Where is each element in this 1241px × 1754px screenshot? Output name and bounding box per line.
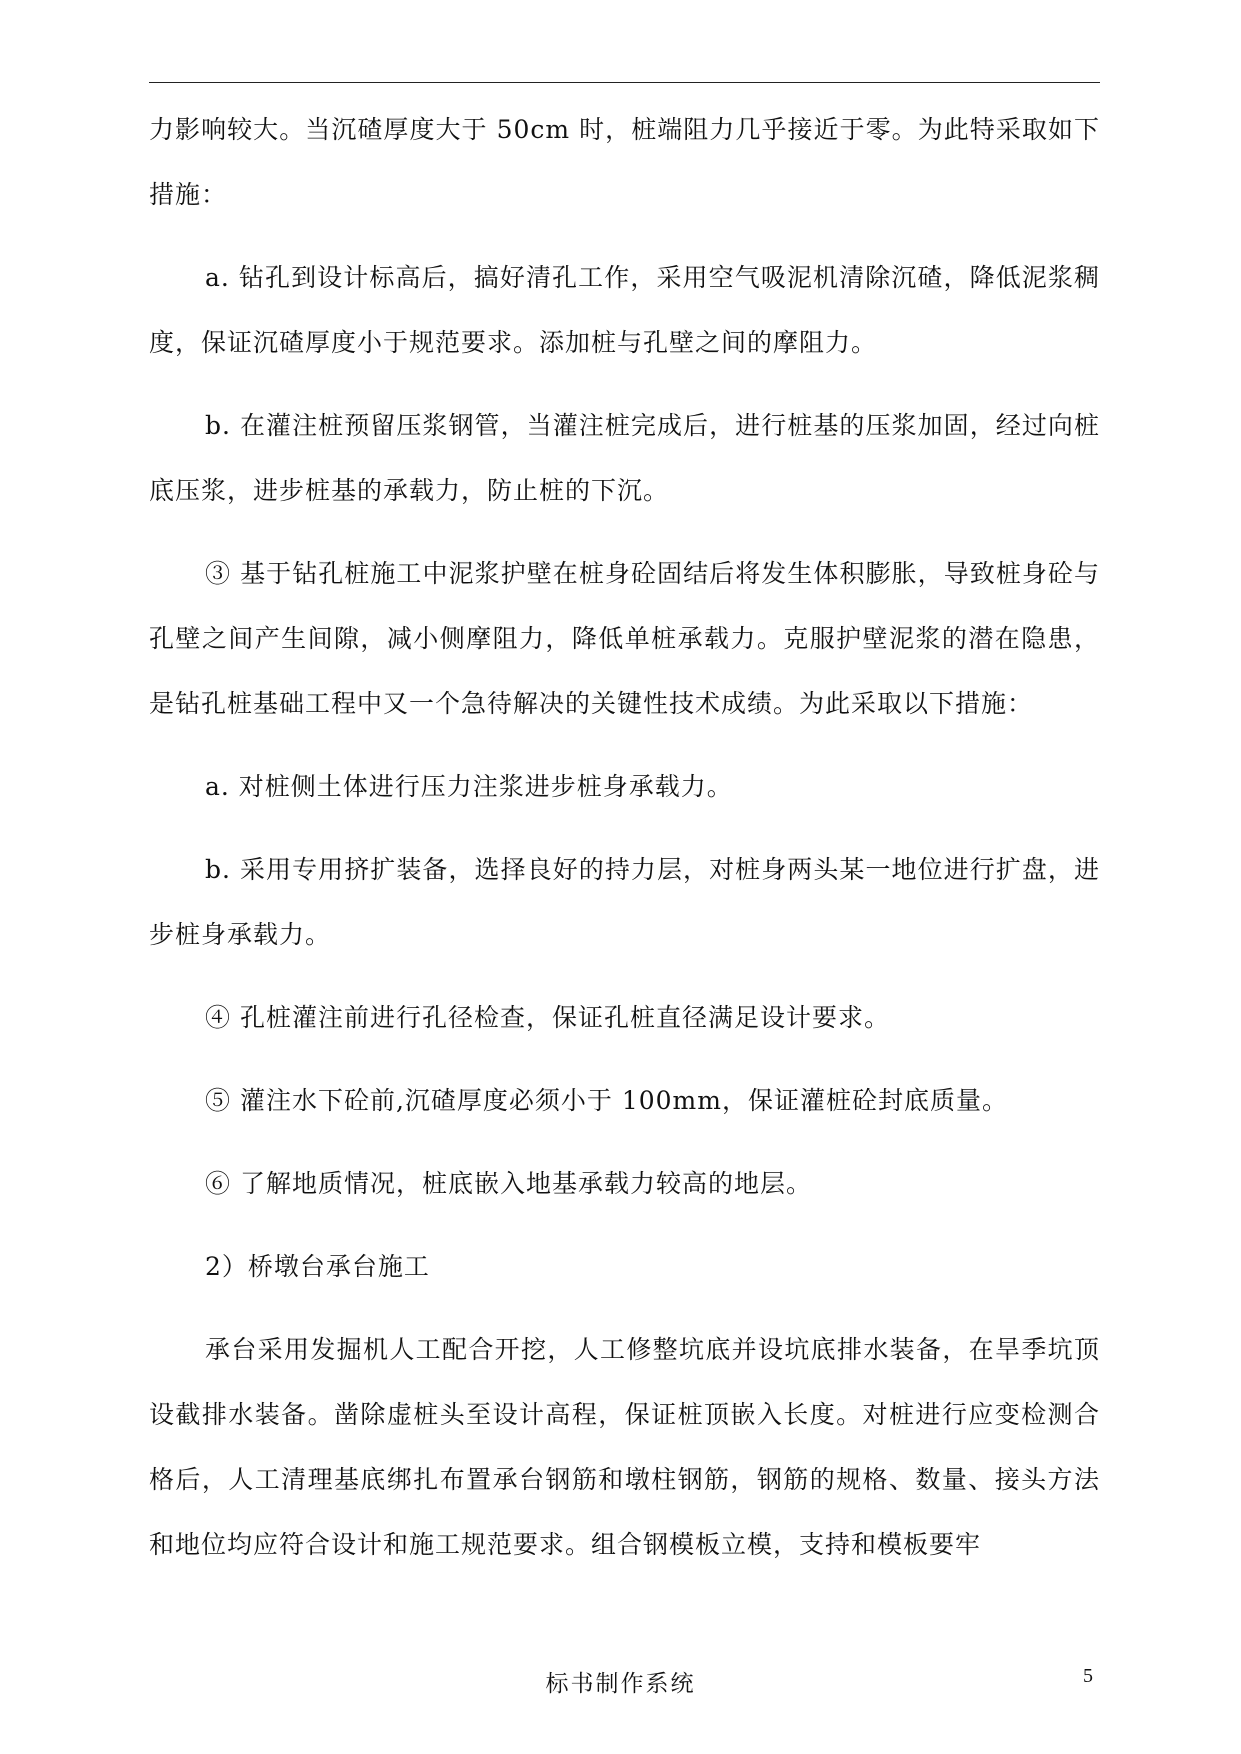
paragraph-item-4: ④ 孔桩灌注前进行孔径检查，保证孔桩直径满足设计要求。: [205, 1003, 890, 1032]
paragraph-measure-b1: b. 在灌注桩预留压浆钢管，当灌注桩完成后，进行桩基的压浆加固，经过向桩底压浆，进步桩基的承载力，防止桩的下沉。: [149, 411, 1100, 505]
section-heading: 2）桥墩台承台施工: [205, 1252, 430, 1281]
header-rule: [149, 82, 1100, 83]
page-number: 5: [1083, 1665, 1093, 1687]
paragraph-measure-b2: b. 采用专用挤扩装备，选择良好的持力层，对桩身两头某一地位进行扩盘，进步桩身承载力。: [149, 855, 1100, 949]
paragraph-pier-cap: 承台采用发掘机人工配合开挖，人工修整坑底并设坑底排水装备，在旱季坑顶设截排水装备。凿除虚桩头至设计高程，保证桩顶嵌入长度。对桩进行应变检测合格后，人工清理基底绑扎布置承台钢筋和墩柱钢筋，钢筋的规格、数量、接头方法和地位均应符合设计和施工规范要求。组合钢模板立模，支持和模板要牢: [149, 1335, 1100, 1559]
paragraph-measure-a2: a. 对桩侧土体进行压力注浆进步桩身承载力。: [205, 772, 733, 801]
footer-text: 标书制作系统: [545, 1671, 696, 1697]
paragraph-continuation: 力影响较大。当沉碴厚度大于 50cm 时，桩端阻力几乎接近于零。为此特采取如下措施：: [149, 115, 1100, 209]
paragraph-measure-a1: a. 钻孔到设计标高后，搞好清孔工作，采用空气吸泥机清除沉碴，降低泥浆稠度，保证沉碴厚度小于规范要求。添加桩与孔壁之间的摩阻力。: [149, 263, 1100, 357]
paragraph-item-6: ⑥ 了解地质情况，桩底嵌入地基承载力较高的地层。: [205, 1169, 812, 1198]
document-body: [149, 97, 1100, 1595]
paragraph-item-5: ⑤ 灌注水下砼前,沉碴厚度必须小于 100mm，保证灌桩砼封底质量。: [205, 1086, 1008, 1115]
page-footer: [0, 1665, 1241, 1705]
paragraph-item-3: ③ 基于钻孔桩施工中泥浆护壁在桩身砼固结后将发生体积膨胀，导致桩身砼与孔壁之间产生间隙，减小侧摩阻力，降低单桩承载力。克服护壁泥浆的潜在隐患，是钻孔桩基础工程中又一个急待解决的关键性技术成绩。为此采取以下措施：: [149, 559, 1100, 718]
